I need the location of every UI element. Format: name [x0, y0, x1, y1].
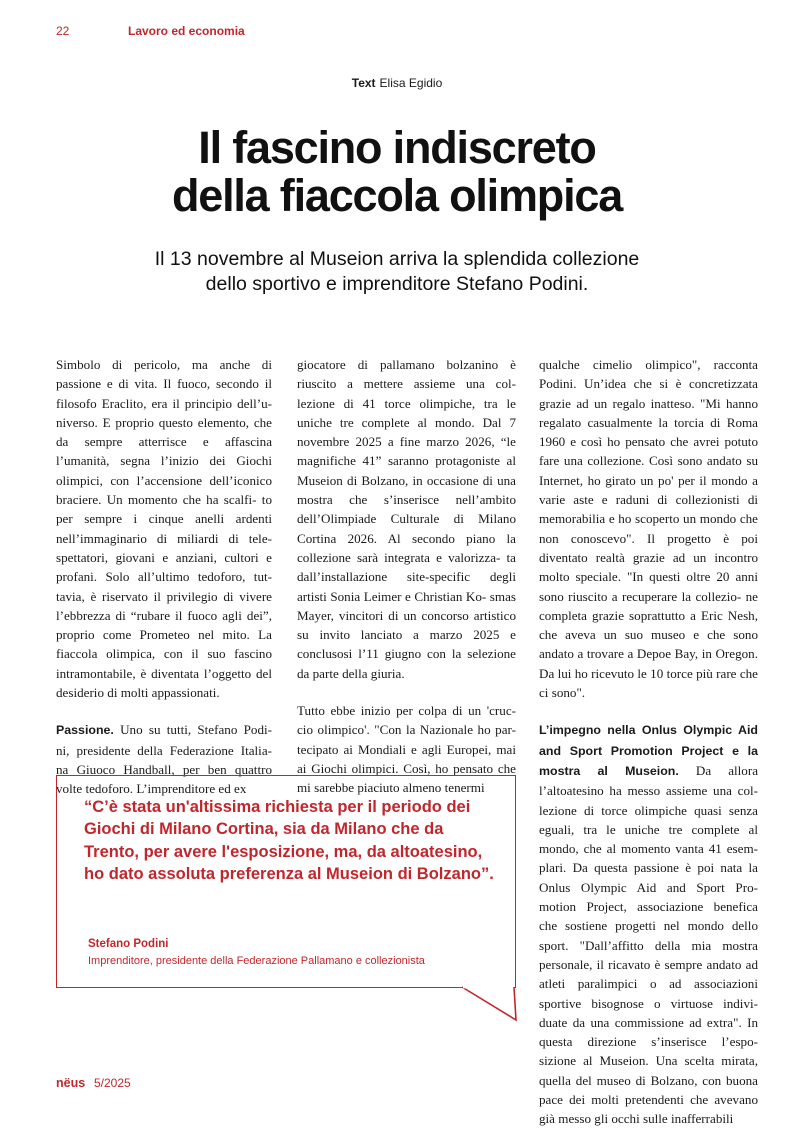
column1-paragraph2-text: Uno su tutti, Stefano Podi- ni, presidente della Federazione Italia- na Giuoco Handball, per ben quattro volte tedoforo. L’imprenditore ed ex — [56, 722, 272, 797]
quote-author-role: Imprenditore, presidente della Federazione Pallamano e collezionista — [88, 955, 425, 967]
article-subtitle-line1: Il 13 novembre al Museion arriva la splendida collezione — [154, 248, 640, 270]
column3-paragraph2 — [539, 720, 758, 1128]
article-subtitle — [0, 247, 794, 297]
article-title-line2: della fiaccola olimpica — [171, 170, 623, 221]
text-column-2 — [297, 355, 516, 798]
column1-paragraph1: Simbolo di pericolo, ma anche di passione e di vita. Il fuoco, secondo il filosofo Eraclito, era il principio dell’u- niverso. E proprio questo elemento, che da sempre atterrisce e affascina l’umanità, segna l’inizio dei Giochi olimpici, con l’accensione dell’iconico braciere. Un momento che ha scalfi- to per sempre i cinque anelli ardenti nell’immaginario di miliardi di tele- spettatori, giovani e anziani, cultori e profani. Solo all’ultimo tedoforo, tut- tavia, è riservato il privilegio di vivere l’ebbrezza di “rubare il fuoco agli dei”, proprio come Prometeo nel mito. La fiaccola olimpica, con il suo fascino intramontabile, è diventata l’oggetto del desiderio di molti appassionati. — [56, 357, 272, 701]
text-column-1 — [56, 355, 272, 799]
byline-label: Text — [351, 76, 376, 90]
magazine-logo: nëus — [56, 1076, 86, 1090]
byline-author: Elisa Egidio — [379, 76, 443, 90]
paragraph-lead-passione: Passione. — [56, 723, 114, 738]
column2-paragraph1: giocatore di pallamano bolzanino è riuscito a mettere assieme una col- lezione di 41 torce olimpiche, tra le uniche tre complete al mondo. Dal 7 novembre 2025 a fine marzo 2026, “le magnifiche 41” saranno protagoniste al Museion di Bolzano, in occasione di una mostra che s’inserisce nell’ambito dell’Olimpiade Culturale di Milano Cortina 2026. Al secondo piano la collezione sarà integrata e valorizza- ta dall’installazione site-specific degli artisti Sonia Leimer e Christian Ko- smas Mayer, vincitori di un concorso artistico su invito lanciato a marzo 2025 e conclusosi l’11 giugno con la selezione da parte della giuria. — [297, 357, 516, 681]
column3-paragraph2-text: Da allora l’altoatesino ha messo assieme una col- lezione di torce olimpiche quasi senza eguali, tra le uniche tre complete al mondo, che al momento vanta 41 esem- plari. Da questa passione è poi nata la Onlus Olympic Aid and Sport Pro- motion Project, associazione benefica che sostiene progetti nel mondo dello sport. "Dall’affitto della mia mostra personale, il ricavato è sempre andato ad atleti paralimpici o ad associazioni sportive bisognose o virtuose indivi- duate da una commissione ad extra". In questa direzione s’inserisce l’espo- sizione al Museion. Una scelta mirata, quella del museo di Bolzano, con buona pace dei molti pretendenti che avevano già messo gli occhi sulle inafferrabili — [539, 762, 759, 1127]
article-subtitle-line2: dello sportivo e imprenditore Stefano Podini. — [205, 273, 589, 295]
speech-bubble-tail-icon — [460, 986, 520, 1022]
quote-author: Stefano Podini — [88, 938, 169, 950]
byline — [0, 76, 794, 90]
article-title-line1: Il fascino indiscreto — [198, 122, 596, 173]
column2-paragraph2: Tutto ebbe inizio per colpa di un 'cruc- cio olimpico'. "Con la Nazionale ho par- tecipato ai Mondiali e agli Europei, mai ai Giochi olimpici. Così, ho pensato che mi sarebbe piaciuto almeno tenermi — [297, 703, 516, 796]
paragraph-lead-impegno: L’impegno nella Onlus Olympic Aid and Sport Promotion Project e la mostra al Museion. — [539, 723, 758, 778]
text-column-3 — [539, 355, 758, 1129]
pull-quote-text: “C’è stata un'altissima richiesta per il periodo dei Giochi di Milano Cortina, sia da Milano che da Trento, per avere l'esposizione, ma, da altoatesino, ho dato assoluta preferenza al Museion di Bolzano”. — [84, 798, 494, 884]
issue-number: 5/2025 — [94, 1076, 131, 1090]
column3-paragraph1: qualche cimelio olimpico", racconta Podini. Un’idea che si è concretizzata grazie ad un regalo inatteso. "Mi hanno regalato casualmente la torcia di Roma 1960 e così ho pensato che avrei potuto fare una collezione. Così sono andato su Internet, ho girato un po' per il mondo a varie aste e raduni di collezionisti di memorabilia e ho scoperto un mondo che non conoscevo". Il progetto è poi diventato realtà grazie ad un incontro molto speciale. "In questi oltre 20 anni sono riuscito a recuperare la collezio- ne completa grazie soprattutto a Eric Nesh, che aveva un suo museo e che sono andato a trovare a Depoe Bay, in Oregon. Da lui ho ricevuto le 10 torce più rare che ci sono". — [539, 357, 758, 701]
article-title — [0, 124, 794, 220]
page-number: 22 — [56, 24, 70, 38]
section-title: Lavoro ed economia — [128, 24, 245, 38]
